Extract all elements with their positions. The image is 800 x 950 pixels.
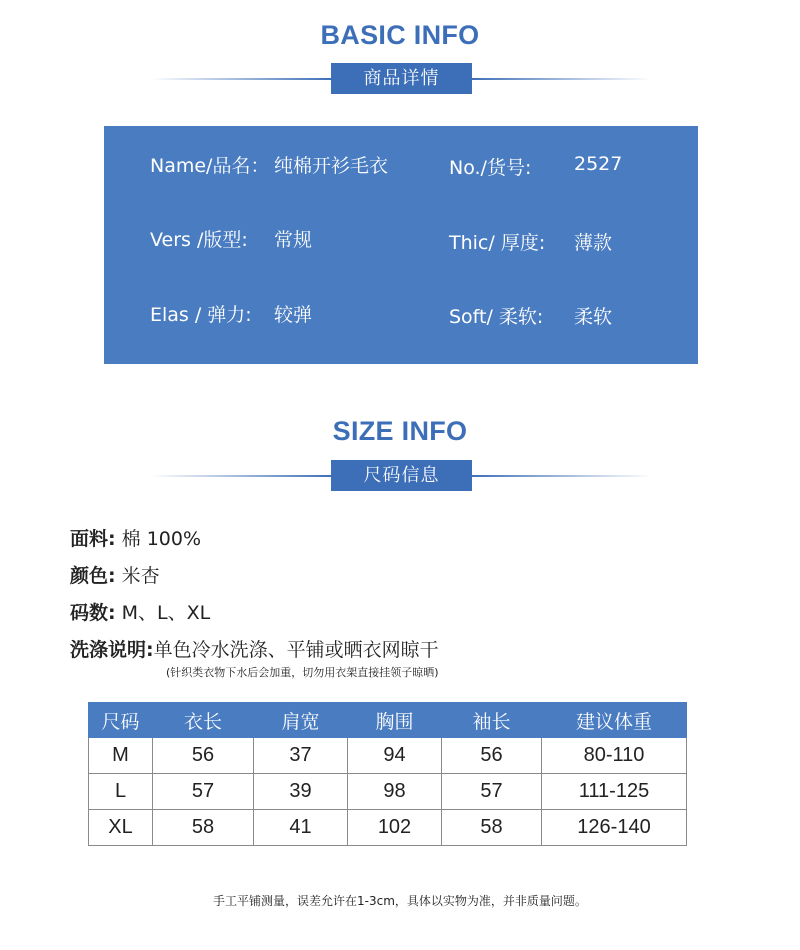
size-table-header-row: [89, 703, 687, 738]
table-cell: L: [89, 774, 153, 810]
washing-note: (针织类衣物下水后会加重，切勿用衣架直接挂领子晾晒): [166, 666, 439, 679]
version-value: 常规: [274, 229, 313, 251]
table-cell: 56: [442, 738, 542, 774]
header-size: 尺码: [89, 703, 153, 738]
size-info-divider-left: [150, 475, 332, 477]
table-cell: 58: [153, 810, 254, 846]
table-cell: 57: [153, 774, 254, 810]
table-cell: 41: [254, 810, 348, 846]
table-cell: M: [89, 738, 153, 774]
table-cell: 39: [254, 774, 348, 810]
version-key: Vers /版型:: [150, 229, 248, 251]
basic-info-divider-left: [150, 78, 332, 80]
thickness-key: Thic/ 厚度:: [449, 232, 546, 254]
table-cell: XL: [89, 810, 153, 846]
item-number-key: No./货号:: [449, 157, 532, 179]
name-value: 纯棉开衫毛衣: [274, 155, 389, 177]
elasticity-key: Elas / 弹力:: [150, 304, 252, 326]
softness-value: 柔软: [574, 306, 613, 328]
size-info-divider-right: [470, 475, 652, 477]
table-cell: 80-110: [542, 738, 687, 774]
header-shoulder: 肩宽: [254, 703, 348, 738]
table-row: [89, 810, 687, 846]
basic-info-title: BASIC INFO: [320, 20, 480, 50]
color-row: [70, 561, 160, 588]
basic-info-divider-right: [470, 78, 652, 80]
sizes-key: 码数:: [70, 602, 116, 624]
item-number-value: 2527: [574, 153, 623, 175]
table-cell: 56: [153, 738, 254, 774]
fabric-value: 棉 100%: [121, 528, 202, 550]
table-cell: 111-125: [542, 774, 687, 810]
table-cell: 37: [254, 738, 348, 774]
table-cell: 58: [442, 810, 542, 846]
measurement-note: 手工平铺测量，误差允许在1-3cm，具体以实物为准，并非质量问题。: [213, 894, 587, 908]
header-length: 衣长: [153, 703, 254, 738]
size-info-label: 尺码信息: [331, 460, 472, 491]
table-cell: 102: [348, 810, 442, 846]
size-info-title: SIZE INFO: [332, 416, 468, 446]
table-cell: 57: [442, 774, 542, 810]
header-sleeve: 袖长: [442, 703, 542, 738]
washing-key: 洗涤说明:: [70, 639, 154, 661]
table-row: [89, 738, 687, 774]
table-row: [89, 774, 687, 810]
washing-value: 单色冷水洗涤、平铺或晒衣网晾干: [153, 639, 439, 661]
elasticity-value: 较弹: [274, 304, 313, 326]
basic-info-label: 商品详情: [331, 63, 472, 94]
fabric-key: 面料:: [70, 528, 116, 550]
softness-key: Soft/ 柔软:: [449, 306, 544, 328]
color-key: 颜色:: [70, 565, 116, 587]
size-table: [88, 702, 687, 846]
header-chest: 胸围: [348, 703, 442, 738]
basic-info-panel: [104, 126, 698, 364]
sizes-value: M、L、XL: [121, 602, 211, 624]
sizes-row: [70, 598, 210, 625]
table-cell: 98: [348, 774, 442, 810]
header-weight: 建议体重: [542, 703, 687, 738]
name-key: Name/品名：: [150, 155, 270, 177]
fabric-row: [70, 524, 201, 551]
thickness-value: 薄款: [574, 232, 613, 254]
washing-row: [70, 635, 439, 662]
table-cell: 94: [348, 738, 442, 774]
color-value: 米杏: [121, 565, 160, 587]
table-cell: 126-140: [542, 810, 687, 846]
